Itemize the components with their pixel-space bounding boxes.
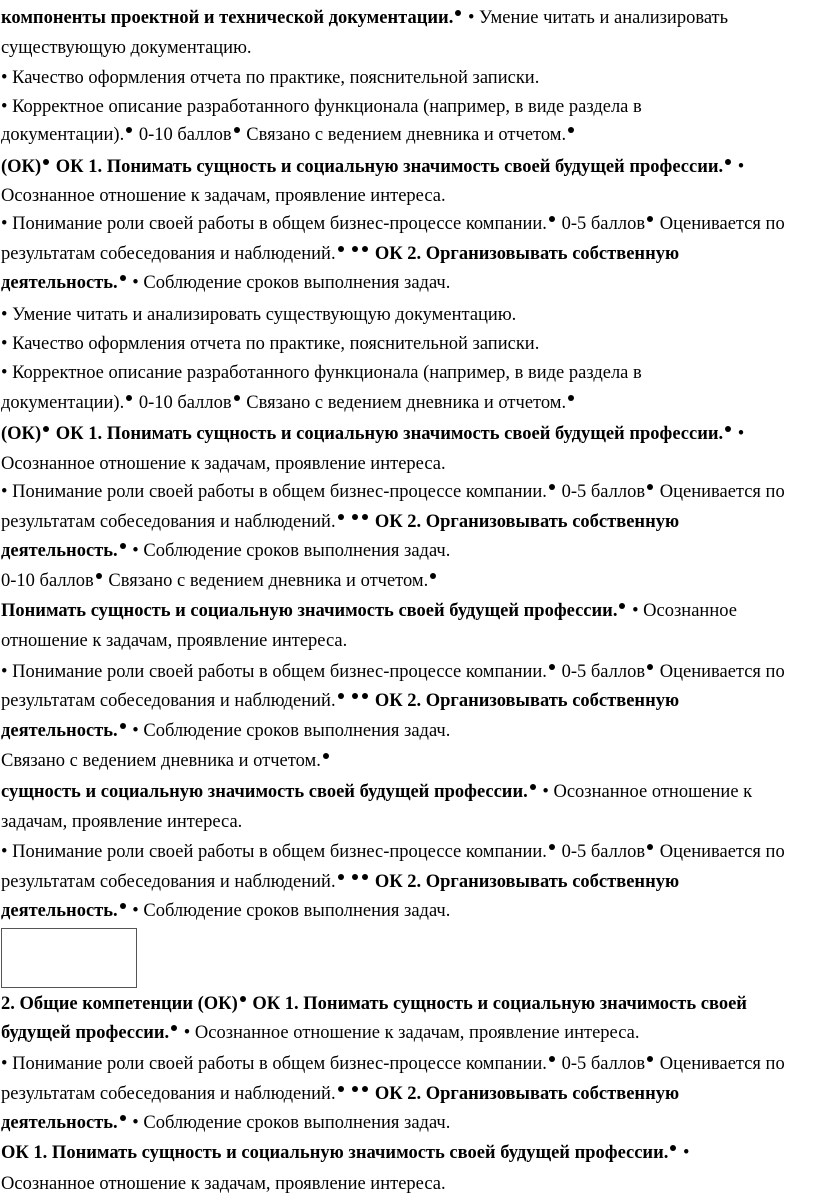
bold-text: ОК 2. Организовывать собственную	[370, 691, 680, 711]
bullet-dot-icon	[43, 159, 49, 165]
body-text: 0-5 баллов	[556, 1054, 646, 1074]
bullet-dot-icon	[352, 1086, 358, 1092]
body-text: 0-5 баллов	[556, 214, 646, 234]
bold-text: ОК 2. Организовывать собственную	[370, 1084, 680, 1104]
body-text: существующую документацию.	[1, 38, 252, 58]
body-text	[346, 244, 351, 264]
bullet-dot-icon	[120, 1115, 126, 1121]
text-line	[1, 423, 744, 445]
bullet-dot-icon	[549, 664, 555, 670]
text-line	[1, 362, 642, 384]
bold-text: ОК 2. Организовывать собственную	[370, 244, 680, 264]
bullet-dot-icon	[647, 484, 653, 490]
bullet-dot-icon	[338, 1086, 344, 1092]
body-text: результатам собеседования и наблюдений.	[1, 691, 336, 711]
text-line	[1, 811, 242, 833]
body-text: •	[678, 1143, 690, 1163]
bold-text: 2. Общие компетенции (ОК)	[1, 994, 238, 1014]
body-text: Связано с ведением дневника и отчетом.	[1, 751, 321, 771]
bullet-dot-icon	[647, 1056, 653, 1062]
body-text: • Понимание роли своей работы в общем бизнес-процессе компании.	[1, 214, 547, 234]
text-line	[1, 900, 450, 922]
bold-text: ОК 1. Понимать сущность и социальную значимость своей будущей профессии.	[1, 1143, 669, 1163]
text-line	[1, 185, 446, 207]
bullet-dot-icon	[120, 723, 126, 729]
bullet-dot-icon	[362, 874, 368, 880]
text-line	[1, 720, 450, 742]
bullet-dot-icon	[647, 664, 653, 670]
bullet-dot-icon	[338, 514, 344, 520]
bold-text: деятельность.	[1, 721, 118, 741]
bullet-dot-icon	[670, 1145, 676, 1151]
bold-text: Понимать сущность и социальную значимость своей будущей профессии.	[1, 601, 618, 621]
bold-text: ОК 1. Понимать сущность и социальную значимость своей будущей профессии.	[51, 424, 724, 444]
text-line	[1, 600, 737, 622]
bullet-dot-icon	[323, 753, 329, 759]
body-text: Оценивается по	[655, 662, 785, 682]
body-text: 0-10 баллов	[134, 125, 232, 145]
bullet-dot-icon	[352, 693, 358, 699]
body-text: Осознанное отношение к задачам, проявление интереса.	[1, 186, 446, 206]
body-text: • Корректное описание разработанного функционала (например, в виде раздела в	[1, 97, 642, 117]
text-line	[1, 1173, 446, 1195]
body-text: • Осознанное отношение к задачам, проявление интереса.	[179, 1023, 640, 1043]
text-line	[1, 213, 785, 235]
text-line	[1, 750, 331, 772]
text-line	[1, 871, 679, 893]
body-text: 0-10 баллов	[134, 393, 232, 413]
bullet-dot-icon	[647, 216, 653, 222]
bullet-dot-icon	[362, 246, 368, 252]
bullet-dot-icon	[338, 246, 344, 252]
bullet-dot-icon	[240, 996, 246, 1002]
text-line	[1, 1083, 679, 1105]
bullet-dot-icon	[338, 693, 344, 699]
body-text: • Понимание роли своей работы в общем бизнес-процессе компании.	[1, 482, 547, 502]
bullet-dot-icon	[171, 1025, 177, 1031]
body-text: 0-5 баллов	[556, 482, 646, 502]
bullet-dot-icon	[338, 874, 344, 880]
bullet-dot-icon	[549, 1056, 555, 1062]
bullet-dot-icon	[549, 844, 555, 850]
bold-text: ОК 2. Организовывать собственную	[370, 512, 680, 532]
bullet-dot-icon	[549, 484, 555, 490]
bullet-dot-icon	[96, 573, 102, 579]
bullet-dot-icon	[234, 127, 240, 133]
bold-text: деятельность.	[1, 1113, 118, 1133]
bold-text: (ОК)	[1, 157, 42, 177]
bold-text: ОК 2. Организовывать собственную	[370, 872, 680, 892]
bold-text: деятельность.	[1, 901, 118, 921]
bold-text: компоненты проектной и технической документации.	[1, 8, 454, 28]
bullet-dot-icon	[725, 159, 731, 165]
text-line	[1, 661, 785, 683]
body-text: •	[733, 424, 745, 444]
bullet-dot-icon	[530, 784, 536, 790]
text-line	[1, 304, 516, 326]
text-line	[1, 570, 438, 592]
body-text: Связано с ведением дневника и отчетом.	[241, 125, 567, 145]
bullet-dot-icon	[568, 395, 574, 401]
body-text: Оценивается по	[655, 1054, 785, 1074]
body-text	[346, 872, 351, 892]
body-text: 0-10 баллов	[1, 571, 94, 591]
body-text: отношение к задачам, проявление интереса.	[1, 631, 348, 651]
body-text: • Понимание роли своей работы в общем бизнес-процессе компании.	[1, 842, 547, 862]
bullet-dot-icon	[455, 10, 461, 16]
bullet-dot-icon	[120, 543, 126, 549]
body-text: Оценивается по	[655, 842, 785, 862]
body-text: задачам, проявление интереса.	[1, 812, 243, 832]
body-text: •	[733, 157, 745, 177]
bold-text: (ОК)	[1, 424, 42, 444]
text-line	[1, 993, 747, 1015]
bold-text: деятельность.	[1, 541, 118, 561]
bold-text: ОК 1. Понимать сущность и социальную значимость своей	[247, 994, 747, 1014]
body-text: Осознанное отношение к задачам, проявление интереса.	[1, 454, 446, 474]
bullet-dot-icon	[568, 127, 574, 133]
body-text	[346, 512, 351, 532]
body-text: Осознанное отношение к задачам, проявление интереса.	[1, 1174, 446, 1194]
body-text: документации).	[1, 393, 125, 413]
bullet-dot-icon	[619, 603, 625, 609]
bullet-dot-icon	[352, 246, 358, 252]
bullet-dot-icon	[120, 903, 126, 909]
text-line	[1, 781, 752, 803]
body-text: • Осознанное отношение к	[537, 782, 753, 802]
text-line	[1, 333, 539, 355]
body-text: • Качество оформления отчета по практике, пояснительной записки.	[1, 68, 540, 88]
bullet-dot-icon	[362, 693, 368, 699]
body-text: • Соблюдение сроков выполнения задач.	[127, 901, 451, 921]
empty-frame	[1, 928, 137, 988]
bullet-dot-icon	[126, 395, 132, 401]
body-text: 0-5 баллов	[556, 842, 646, 862]
text-line	[1, 67, 539, 89]
body-text: • Корректное описание разработанного функционала (например, в виде раздела в	[1, 363, 642, 383]
body-text: результатам собеседования и наблюдений.	[1, 244, 336, 264]
text-line	[1, 392, 576, 414]
bullet-dot-icon	[43, 426, 49, 432]
text-line	[1, 540, 450, 562]
body-text: 0-5 баллов	[556, 662, 646, 682]
bold-text: ОК 1. Понимать сущность и социальную значимость своей будущей профессии.	[51, 157, 724, 177]
text-line	[1, 841, 785, 863]
body-text: • Соблюдение сроков выполнения задач.	[127, 273, 451, 293]
body-text: • Соблюдение сроков выполнения задач.	[127, 721, 451, 741]
body-text	[346, 691, 351, 711]
bullet-dot-icon	[352, 874, 358, 880]
body-text: • Понимание роли своей работы в общем бизнес-процессе компании.	[1, 662, 547, 682]
body-text: • Соблюдение сроков выполнения задач.	[127, 541, 451, 561]
bullet-dot-icon	[352, 514, 358, 520]
body-text: • Осознанное	[627, 601, 737, 621]
text-line	[1, 7, 728, 29]
bullet-dot-icon	[549, 216, 555, 222]
body-text: результатам собеседования и наблюдений.	[1, 1084, 336, 1104]
text-line	[1, 1112, 450, 1134]
bold-text: сущность и социальную значимость своей будущей профессии.	[1, 782, 528, 802]
body-text: • Качество оформления отчета по практике, пояснительной записки.	[1, 334, 540, 354]
text-line	[1, 481, 785, 503]
body-text: Связано с ведением дневника и отчетом.	[103, 571, 429, 591]
bullet-dot-icon	[430, 573, 436, 579]
text-line	[1, 1053, 785, 1075]
text-line	[1, 1022, 639, 1044]
body-text: Оценивается по	[655, 214, 785, 234]
bold-text: будущей профессии.	[1, 1023, 170, 1043]
text-line	[1, 690, 679, 712]
body-text: Связано с ведением дневника и отчетом.	[241, 393, 567, 413]
text-line	[1, 243, 679, 265]
text-line	[1, 272, 450, 294]
bullet-dot-icon	[725, 426, 731, 432]
body-text: результатам собеседования и наблюдений.	[1, 512, 336, 532]
bullet-dot-icon	[234, 395, 240, 401]
bullet-dot-icon	[362, 514, 368, 520]
body-text	[346, 1084, 351, 1104]
text-line	[1, 124, 576, 146]
body-text: документации).	[1, 125, 125, 145]
text-line	[1, 453, 446, 475]
text-line	[1, 96, 642, 118]
text-line	[1, 1142, 689, 1164]
bullet-dot-icon	[647, 844, 653, 850]
bullet-dot-icon	[126, 127, 132, 133]
body-text: • Умение читать и анализировать существующую документацию.	[1, 305, 517, 325]
text-line	[1, 37, 252, 59]
body-text: результатам собеседования и наблюдений.	[1, 872, 336, 892]
bullet-dot-icon	[120, 275, 126, 281]
text-line	[1, 630, 347, 652]
bold-text: деятельность.	[1, 273, 118, 293]
text-line	[1, 156, 744, 178]
bullet-dot-icon	[362, 1086, 368, 1092]
body-text: • Умение читать и анализировать	[463, 8, 729, 28]
text-line	[1, 511, 679, 533]
body-text: Оценивается по	[655, 482, 785, 502]
body-text: • Понимание роли своей работы в общем бизнес-процессе компании.	[1, 1054, 547, 1074]
body-text: • Соблюдение сроков выполнения задач.	[127, 1113, 451, 1133]
